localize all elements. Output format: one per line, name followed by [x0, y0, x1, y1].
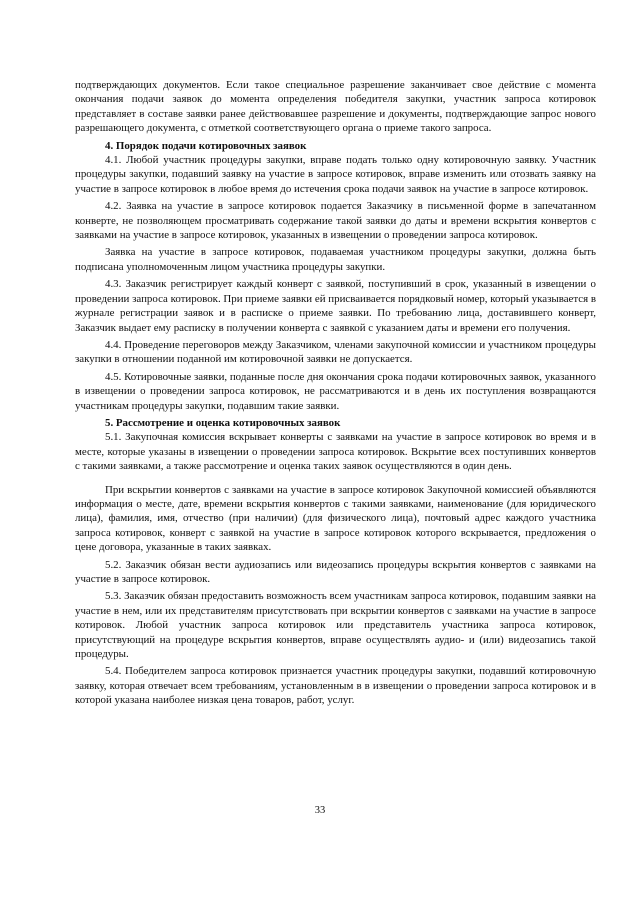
paragraph-4-2: 4.2. Заявка на участие в запросе котировок подается Заказчику в письменной форме в запечатанном конверте, не позволяющем просматривать содержание такой заявки до даты и времени вскрытия конвертов с заявками на участие в запросе котировок, указанных в извещении о проведении запроса котировок. — [75, 200, 596, 242]
section-heading-5: 5. Рассмотрение и оценка котировочных заявок — [105, 416, 341, 429]
page-number: 33 — [314, 805, 326, 816]
paragraph-5-3: 5.3. Заказчик обязан предоставить возможность всем участникам запроса котировок, подавшим заявки на участие в нем, или их представителям присутствовать при вскрытии конвертов с заявками на участие в запросе котировок. Любой участник запроса котировок или представитель участника запроса котировок, присутствующий на процедуре вскрытия конвертов, вправе осуществлять аудио- и (или) видеозапись такой процедуры. — [75, 590, 596, 661]
paragraph-4-1: 4.1. Любой участник процедуры закупки, вправе подать только одну котировочную заявку. Участник процедуры закупки, подавший заявку на участие в запросе котировок, вправе изменить или отозвать заявку на участие в запросе котировок в любое время до истечения срока подачи заявок на участие в запросе котировок. — [75, 154, 596, 195]
paragraph-4-3: 4.3. Заказчик регистрирует каждый конверт с заявкой, поступивший в срок, указанный в извещении о проведении запроса котировок. При приеме заявки ей присваивается порядковый номер, который указывается в журнале регистрации заявок и в расписке о приеме заявки. По требованию лица, доставившего конверт, Заказчик выдает ему расписку в получении конверта с заявкой с указанием даты и времени его получения. — [75, 278, 596, 334]
paragraph-5-1-opening: При вскрытии конвертов с заявками на участие в запросе котировок Закупочной комиссией объявляются информация о месте, дате, времени вскрытия конвертов с такими заявками, наименование (для юридического лица), фамилия, имя, отчество (при наличии) (для физического лица), почтовый адрес каждого участника запроса котировок, конверт с заявкой на участие в запросе котировок которого вскрывается, предложения о цене договора, указанные в таких заявках. — [75, 483, 596, 554]
paragraph-5-1: 5.1. Закупочная комиссия вскрывает конверты с заявками на участие в запросе котировок во время и в месте, которые указаны в извещении о проведении запроса котировок. Вскрытие всех поступивших конвертов с такими заявками, а также рассмотрение и оценка таких заявок осуществляются в один день. — [75, 431, 596, 473]
document-body — [75, 78, 596, 711]
paragraph-4-5: 4.5. Котировочные заявки, поданные после дня окончания срока подачи котировочных заявок, указанного в извещении о проведении запроса котировок, не рассматриваются и в день их поступления возвращаются участникам процедуры закупки, подавшим такие заявки. — [75, 370, 596, 412]
paragraph-5-2: 5.2. Заказчик обязан вести аудиозапись или видеозапись процедуры вскрытия конвертов с заявками на участие в запросе котировок. — [75, 558, 596, 585]
paragraph-4-2-signature: Заявка на участие в запросе котировок, подаваемая участником процедуры закупки, должна быть подписана уполномоченным лицом участника процедуры закупки. — [75, 246, 596, 273]
section-heading-4: 4. Порядок подачи котировочных заявок — [105, 139, 307, 152]
paragraph-5-4: 5.4. Победителем запроса котировок признается участник процедуры закупки, подавший котировочную заявку, которая отвечает всем требованиям, установленным в в извещении о проведении запроса котировок и в которой указана наиболее низкая цена товаров, работ, услуг. — [75, 665, 596, 707]
paragraph-continuation: подтверждающих документов. Если такое специальное разрешение заканчивает свое действие с момента окончания подачи заявок до момента определения победителя закупки, участник запроса котировок представляет в составе заявки ранее действовавшее разрешение и документы, подтверждающие запрос нового разрешающего документа, с отметкой соответствующего органа о приеме такого запроса. — [75, 79, 596, 135]
paragraph-4-4: 4.4. Проведение переговоров между Заказчиком, членами закупочной комиссии и участником процедуры закупки в отношении поданной им котировочной заявки не допускается. — [75, 338, 596, 366]
